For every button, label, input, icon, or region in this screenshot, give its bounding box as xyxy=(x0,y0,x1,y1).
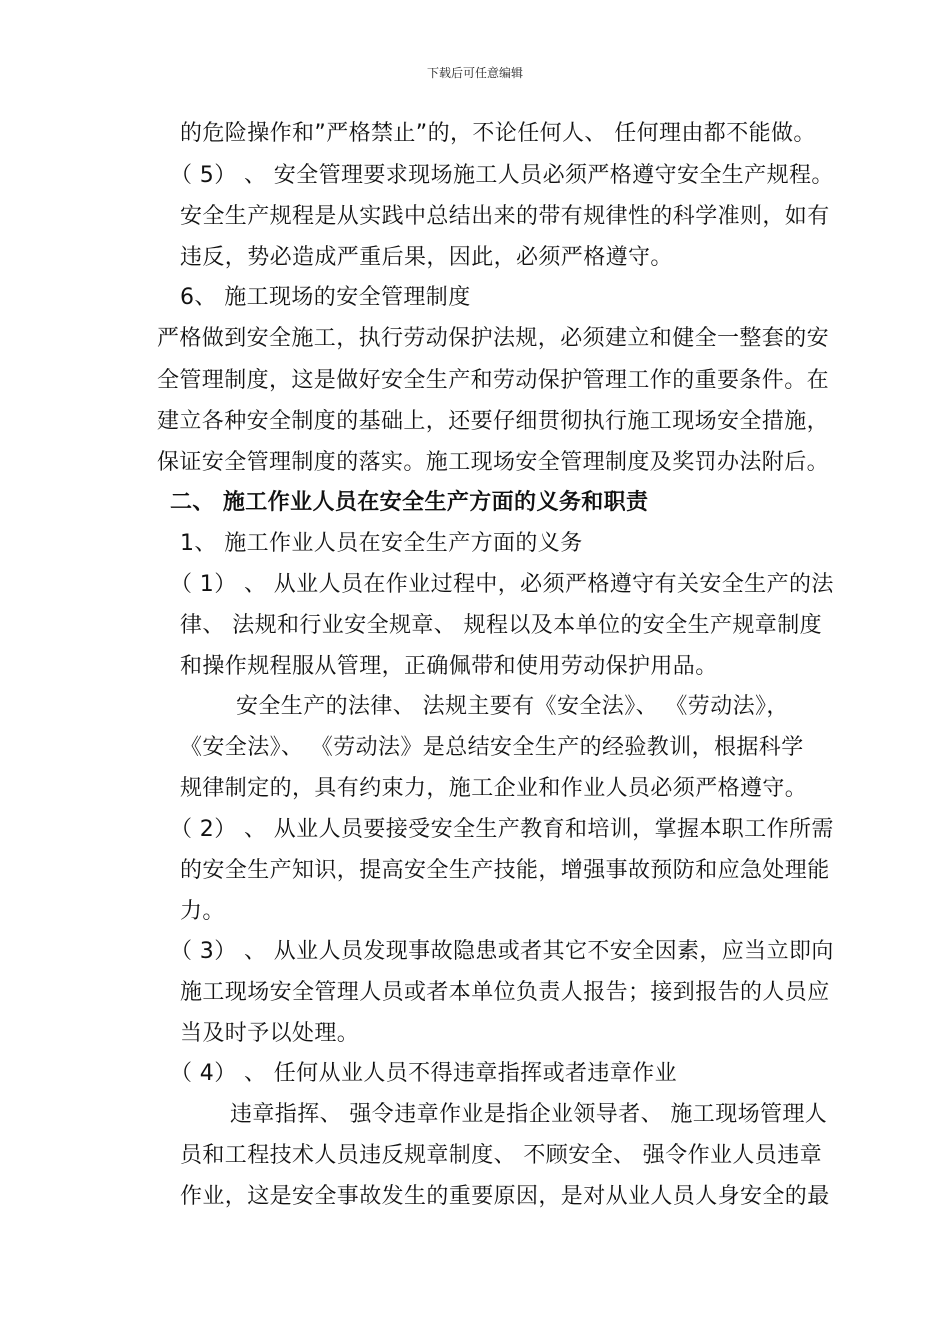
text-line: 违反，势必造成严重后果，因此，必须严格遵守。 xyxy=(180,245,673,270)
text-line: 《安全法》、 《劳动法》是总结安全生产的经验教训，根据科学 xyxy=(180,735,804,760)
text-line: 力。 xyxy=(180,899,225,924)
text-line: 作业，这是安全事故发生的重要原因，是对从业人员人身安全的最 xyxy=(180,1184,830,1209)
text-line: 保证安全管理制度的落实。施工现场安全管理制度及奖罚办法附后。 xyxy=(157,450,830,475)
page-header: 下载后可任意编辑 xyxy=(426,66,523,80)
section-heading: 1、 施工作业人员在安全生产方面的义务 xyxy=(180,531,583,556)
text-line: 施工现场安全管理人员或者本单位负责人报告；接到报告的人员应 xyxy=(180,980,830,1005)
text-line: 的危险操作和”严格禁止”的，不论任何人、 任何理由都不能做。 xyxy=(180,121,816,146)
text-line: 的安全生产知识，提高安全生产技能，增强事故预防和应急处理能 xyxy=(180,858,830,883)
text-line: （ 4） 、 任何从业人员不得违章指挥或者违章作业 xyxy=(170,1061,677,1086)
text-line: 严格做到安全施工，执行劳动保护法规，必须建立和健全一整套的安 xyxy=(157,326,830,351)
chapter-heading: 二、 施工作业人员在安全生产方面的义务和职责 xyxy=(170,490,649,515)
text-line: （ 5） 、 安全管理要求现场施工人员必须严格遵守安全生产规程。 xyxy=(170,163,834,188)
section-heading: 6、 施工现场的安全管理制度 xyxy=(180,285,471,310)
text-line: 建立各种安全制度的基础上，还要仔细贯彻执行施工现场安全措施， xyxy=(157,409,830,434)
text-line: 律、 法规和行业安全规章、 规程以及本单位的安全生产规章制度 xyxy=(180,613,822,638)
text-line: （ 2） 、 从业人员要接受安全生产教育和培训，掌握本职工作所需 xyxy=(170,817,834,842)
text-line: 违章指挥、 强令违章作业是指企业领导者、 施工现场管理人 xyxy=(230,1102,828,1127)
text-line: 规律制定的，具有约束力，施工企业和作业人员必须严格遵守。 xyxy=(180,776,808,801)
text-line: 和操作规程服从管理，正确佩带和使用劳动保护用品。 xyxy=(180,654,718,679)
text-line: 员和工程技术人员违反规章制度、 不顾安全、 强令作业人员违章 xyxy=(180,1143,822,1168)
text-line: 安全生产规程是从实践中总结出来的带有规律性的科学准则，如有 xyxy=(180,204,830,229)
text-line: 当及时予以处理。 xyxy=(180,1021,360,1046)
text-line: （ 3） 、 从业人员发现事故隐患或者其它不安全因素，应当立即向 xyxy=(170,939,834,964)
text-line: 安全生产的法律、 法规主要有《安全法》、 《劳动法》， xyxy=(236,694,789,719)
text-line: 全管理制度，这是做好安全生产和劳动保护管理工作的重要条件。在 xyxy=(157,368,830,393)
text-line: （ 1） 、 从业人员在作业过程中，必须严格遵守有关安全生产的法 xyxy=(170,572,834,597)
